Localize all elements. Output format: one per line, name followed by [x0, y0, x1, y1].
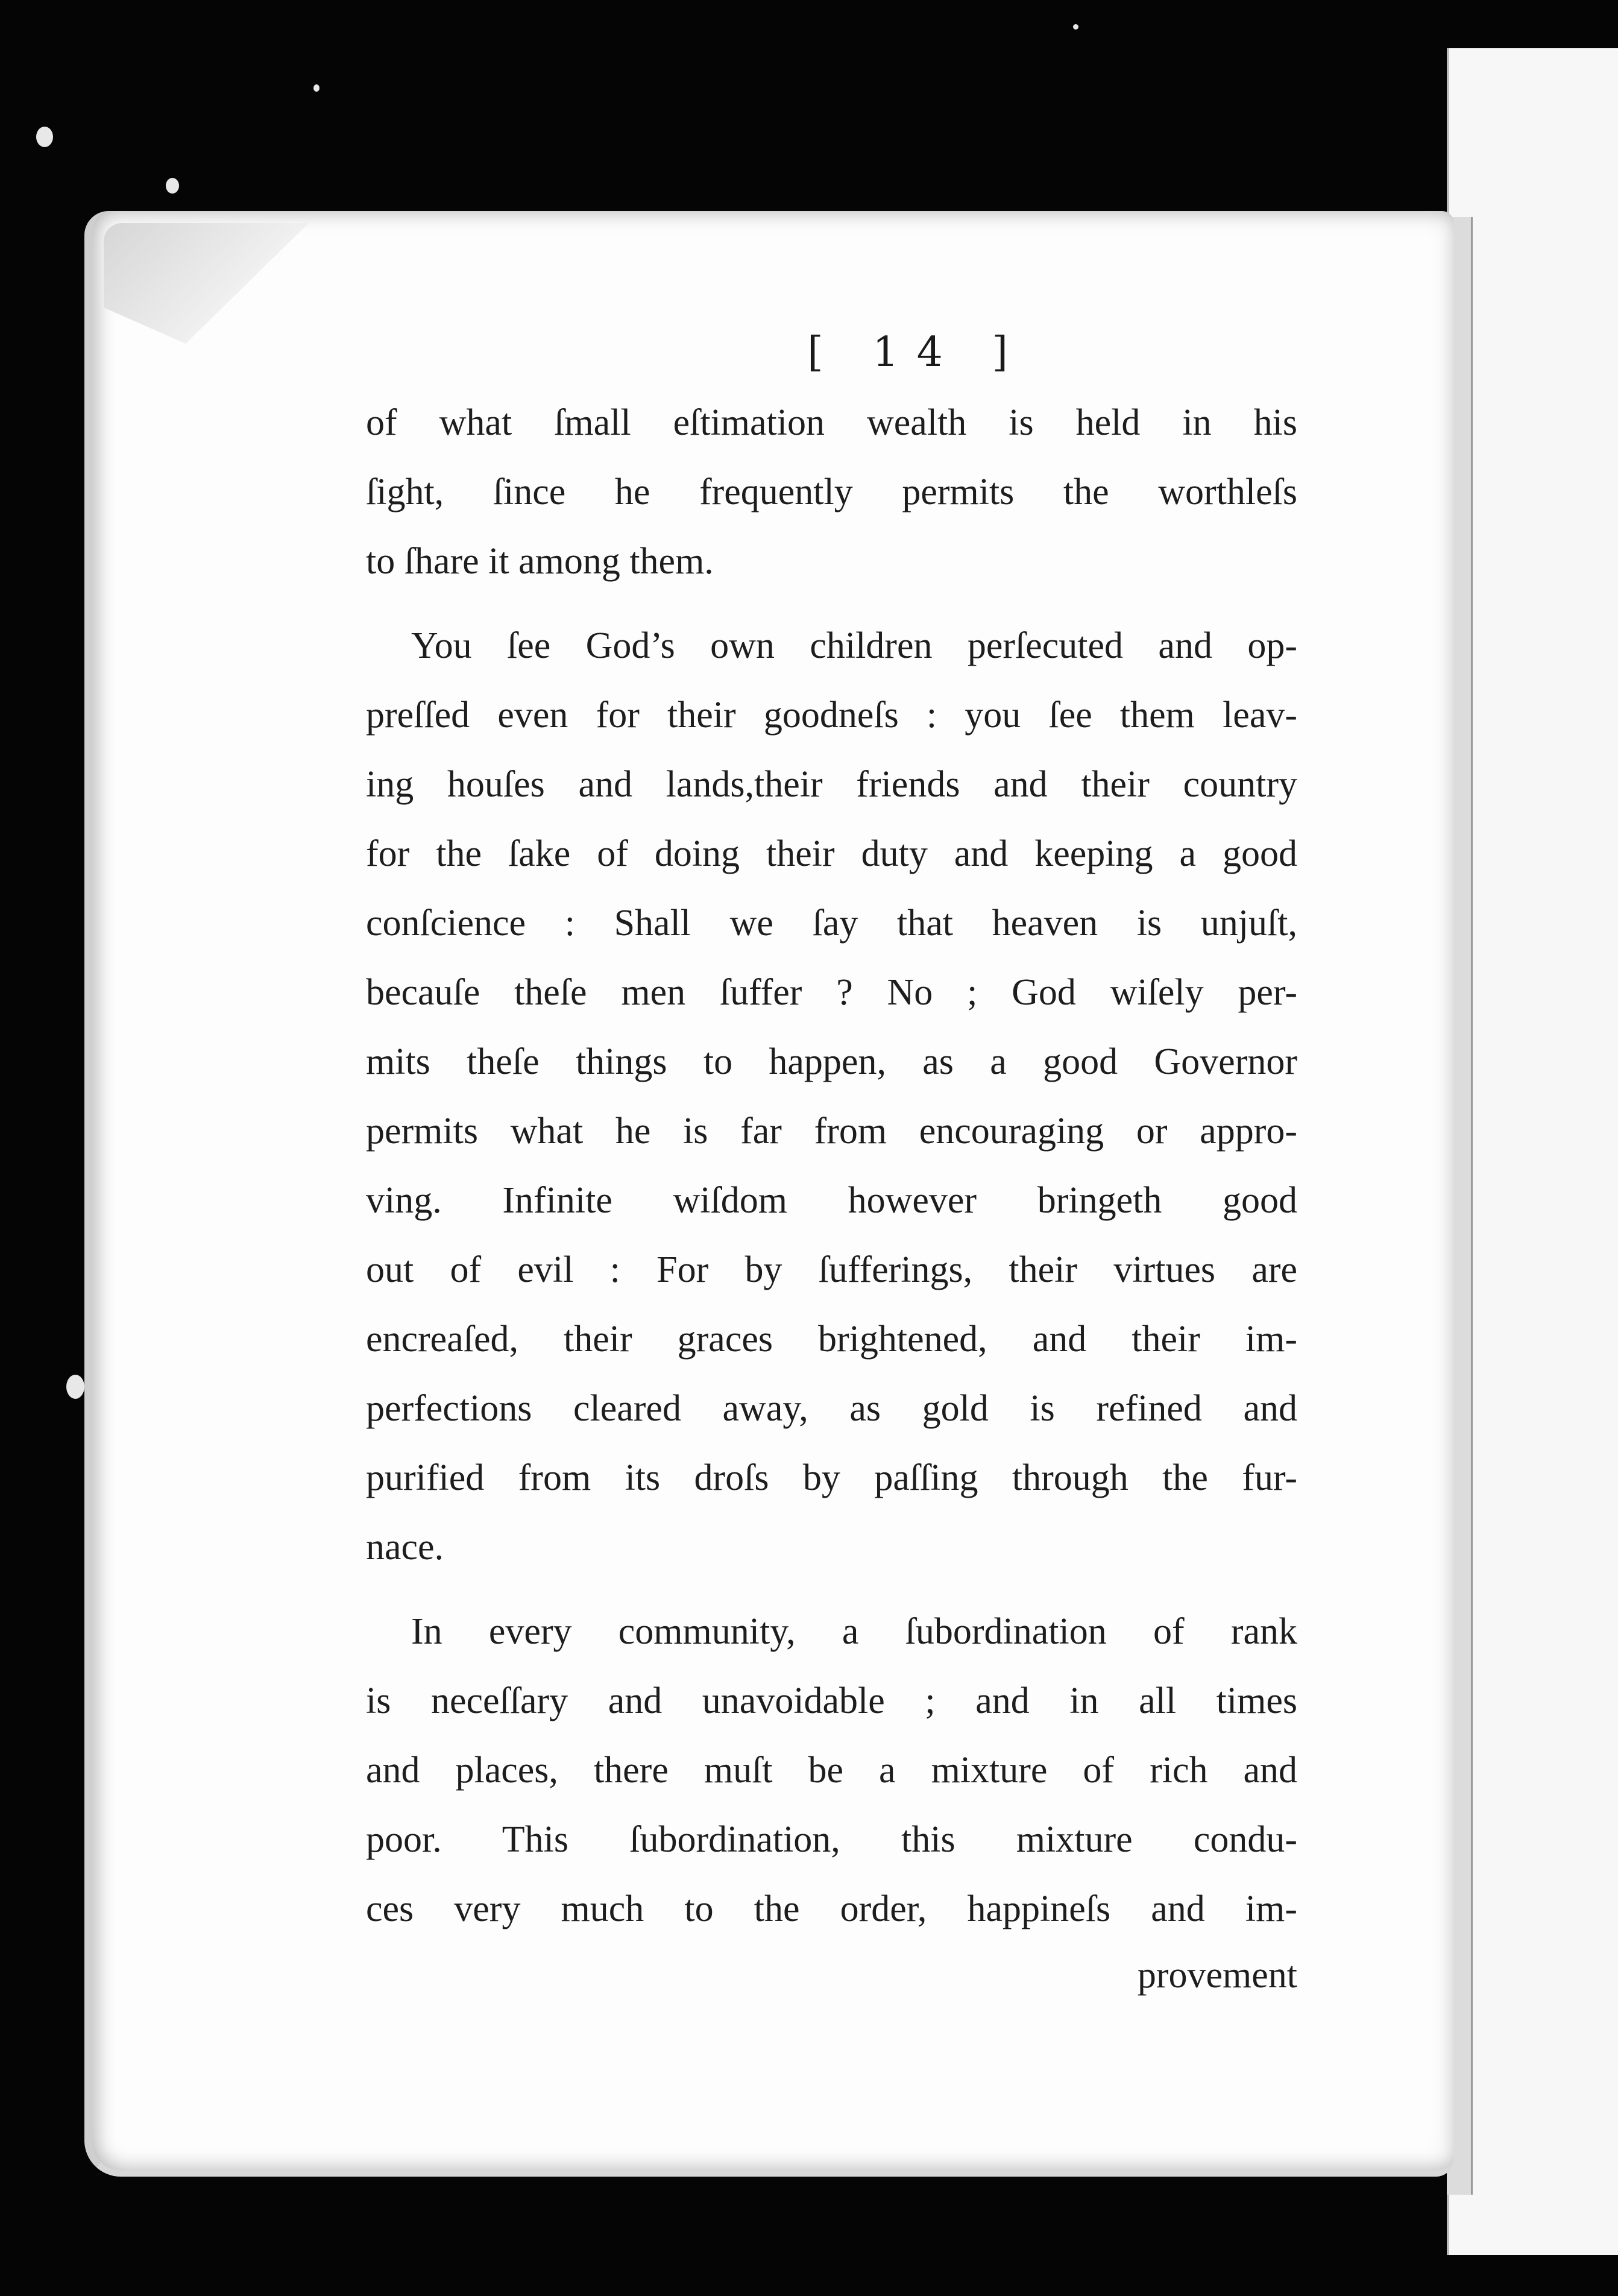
text-line: ces very much to the order, happineſs and im- [366, 1888, 1297, 1929]
text-line: encreaſed, their graces brightened, and their im- [366, 1319, 1297, 1360]
text-line: conſcience : Shall we ſay that heaven is unjuſt, [366, 903, 1297, 944]
text-line: and places, there muſt be a mixture of rich and [366, 1750, 1297, 1791]
dust-speck [66, 1375, 84, 1399]
text-line: nace. [366, 1527, 444, 1568]
catchword: provement [1137, 1955, 1297, 1996]
text-line: of what ſmall eſtimation wealth is held in his [366, 402, 1297, 443]
text-line: ving. Infinite wiſdom however bringeth good [366, 1180, 1297, 1221]
text-line: for the ſake of doing their duty and keeping a good [366, 833, 1297, 874]
text-line: ing houſes and lands,their friends and their country [366, 764, 1297, 805]
text-line: preſſed even for their goodneſs : you ſee them leav- [366, 695, 1297, 736]
text-line: is neceſſary and unavoidable ; and in all times [366, 1680, 1297, 1721]
book-page [84, 211, 1454, 2177]
text-line: perfections cleared away, as gold is refined and [366, 1388, 1297, 1429]
dog-eared-corner [104, 223, 309, 344]
dust-speck [313, 84, 320, 92]
text-line: You ſee God’s own children perſecuted and op- [411, 625, 1297, 666]
text-line: becauſe theſe men ſuffer ? No ; God wiſely per- [366, 972, 1297, 1013]
text-line: out of evil : For by ſufferings, their virtues are [366, 1249, 1297, 1290]
dust-speck [36, 127, 53, 147]
text-line: ſight, ſince he frequently permits the worthleſs [366, 472, 1297, 512]
text-line: mits theſe things to happen, as a good Governor [366, 1041, 1297, 1082]
dust-speck [166, 178, 179, 194]
page-number: [ 14 ] [807, 329, 1026, 376]
text-line: poor. This ſubordination, this mixture condu- [366, 1819, 1297, 1860]
text-line: In every community, a ſubordination of rank [411, 1611, 1297, 1652]
dust-speck [1073, 24, 1078, 30]
text-line: permits what he is far from encouraging or appro- [366, 1111, 1297, 1152]
text-line: to ſhare it among them. [366, 541, 714, 582]
text-line: purified from its droſs by paſſing through the fur- [366, 1457, 1297, 1498]
